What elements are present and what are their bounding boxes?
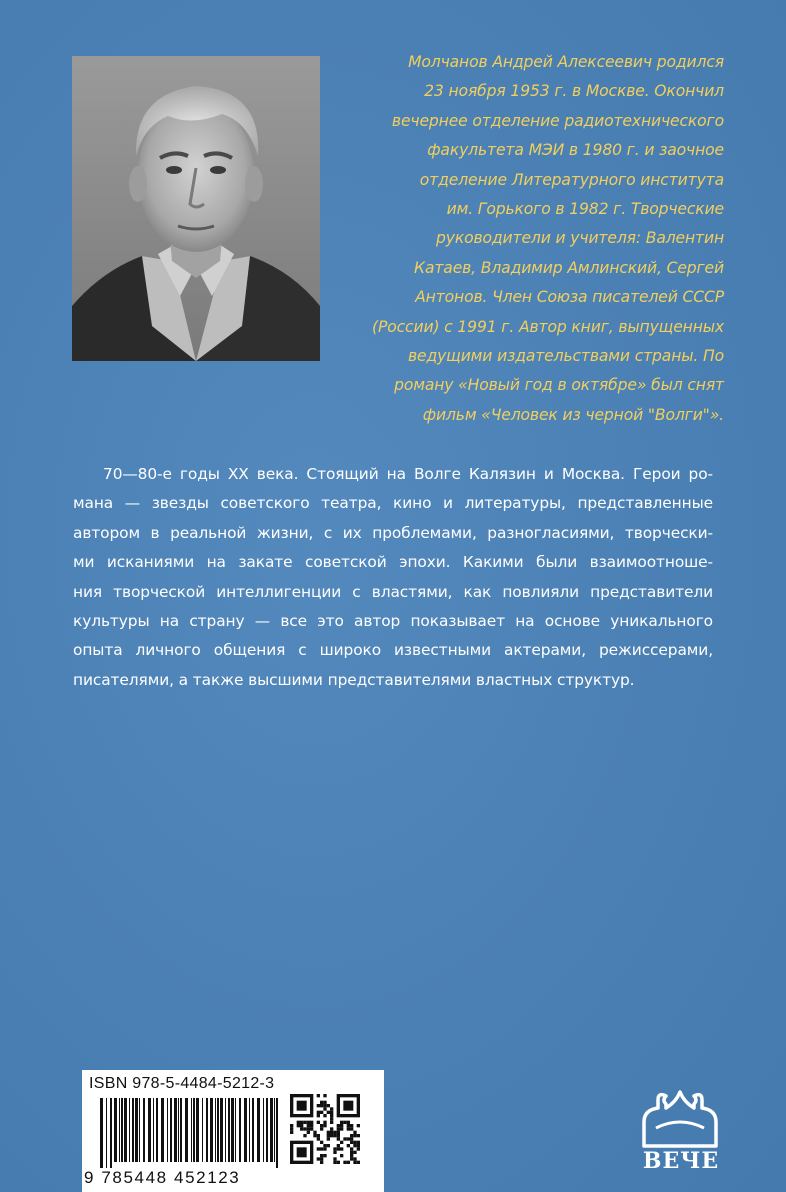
- annotation-line: автором в реальной жизни, с их проблемами, разногласиями, творчески-: [73, 523, 713, 542]
- bio-line: факультета МЭИ в 1980 г. и заочное: [427, 141, 724, 160]
- bio-line: Антонов. Член Союза писателей СССР: [415, 288, 724, 307]
- barcode-icon: [88, 1098, 282, 1168]
- annotation-line: писателями, а также высшими представителями властных структур.: [73, 670, 635, 689]
- annotation-line: опыта личного общения с широко известными актерами, режиссерами,: [73, 641, 713, 660]
- bio-line: 23 ноября 1953 г. в Москве. Окончил: [424, 82, 724, 101]
- bio-line: роману «Новый год в октябре» был снят: [394, 376, 724, 395]
- barcode-digits: 9 785448 452123: [84, 1168, 241, 1187]
- bio-line: им. Горького в 1982 г. Творческие: [446, 200, 724, 219]
- publisher-name: ВЕЧЕ: [642, 1148, 720, 1174]
- isbn-label: ISBN 978-5-4484-5212-3: [89, 1075, 275, 1092]
- bio-line: (России) с 1991 г. Автор книг, выпущенных: [372, 317, 724, 336]
- annotation-line: 70—80-е годы XX века. Стоящий на Волге Калязин и Москва. Герои ро-: [103, 465, 713, 483]
- qr-code-icon: [290, 1094, 360, 1164]
- author-portrait-icon: [72, 56, 320, 361]
- bio-line: руководители и учителя: Валентин: [436, 229, 724, 248]
- barcode-panel: [82, 1070, 384, 1192]
- author-photo: [72, 56, 320, 361]
- author-bio: [352, 48, 724, 430]
- book-annotation: [73, 460, 713, 695]
- annotation-line: мана — звезды советского театра, кино и литературы, представленные: [73, 494, 713, 513]
- bio-line: Молчанов Андрей Алексеевич родился: [408, 53, 724, 71]
- annotation-line: ми исканиями на закате советской эпохи. Какими были взаимоотноше-: [73, 553, 713, 572]
- annotation-line: ния творческой интеллигенции с властями, как повлияли представители: [73, 582, 713, 601]
- bio-line: отделение Литературного института: [419, 170, 724, 189]
- bio-line: фильм «Человек из черной "Волги"».: [422, 405, 724, 424]
- bio-line: вечернее отделение радиотехнического: [391, 111, 724, 130]
- bio-line: ведущими издательствами страны. По: [407, 347, 724, 366]
- veche-dome-icon: [636, 1088, 726, 1150]
- annotation-line: культуры на страну — все это автор показывает на основе уникального: [73, 612, 713, 631]
- bio-line: Катаев, Владимир Амлинский, Сергей: [414, 258, 724, 277]
